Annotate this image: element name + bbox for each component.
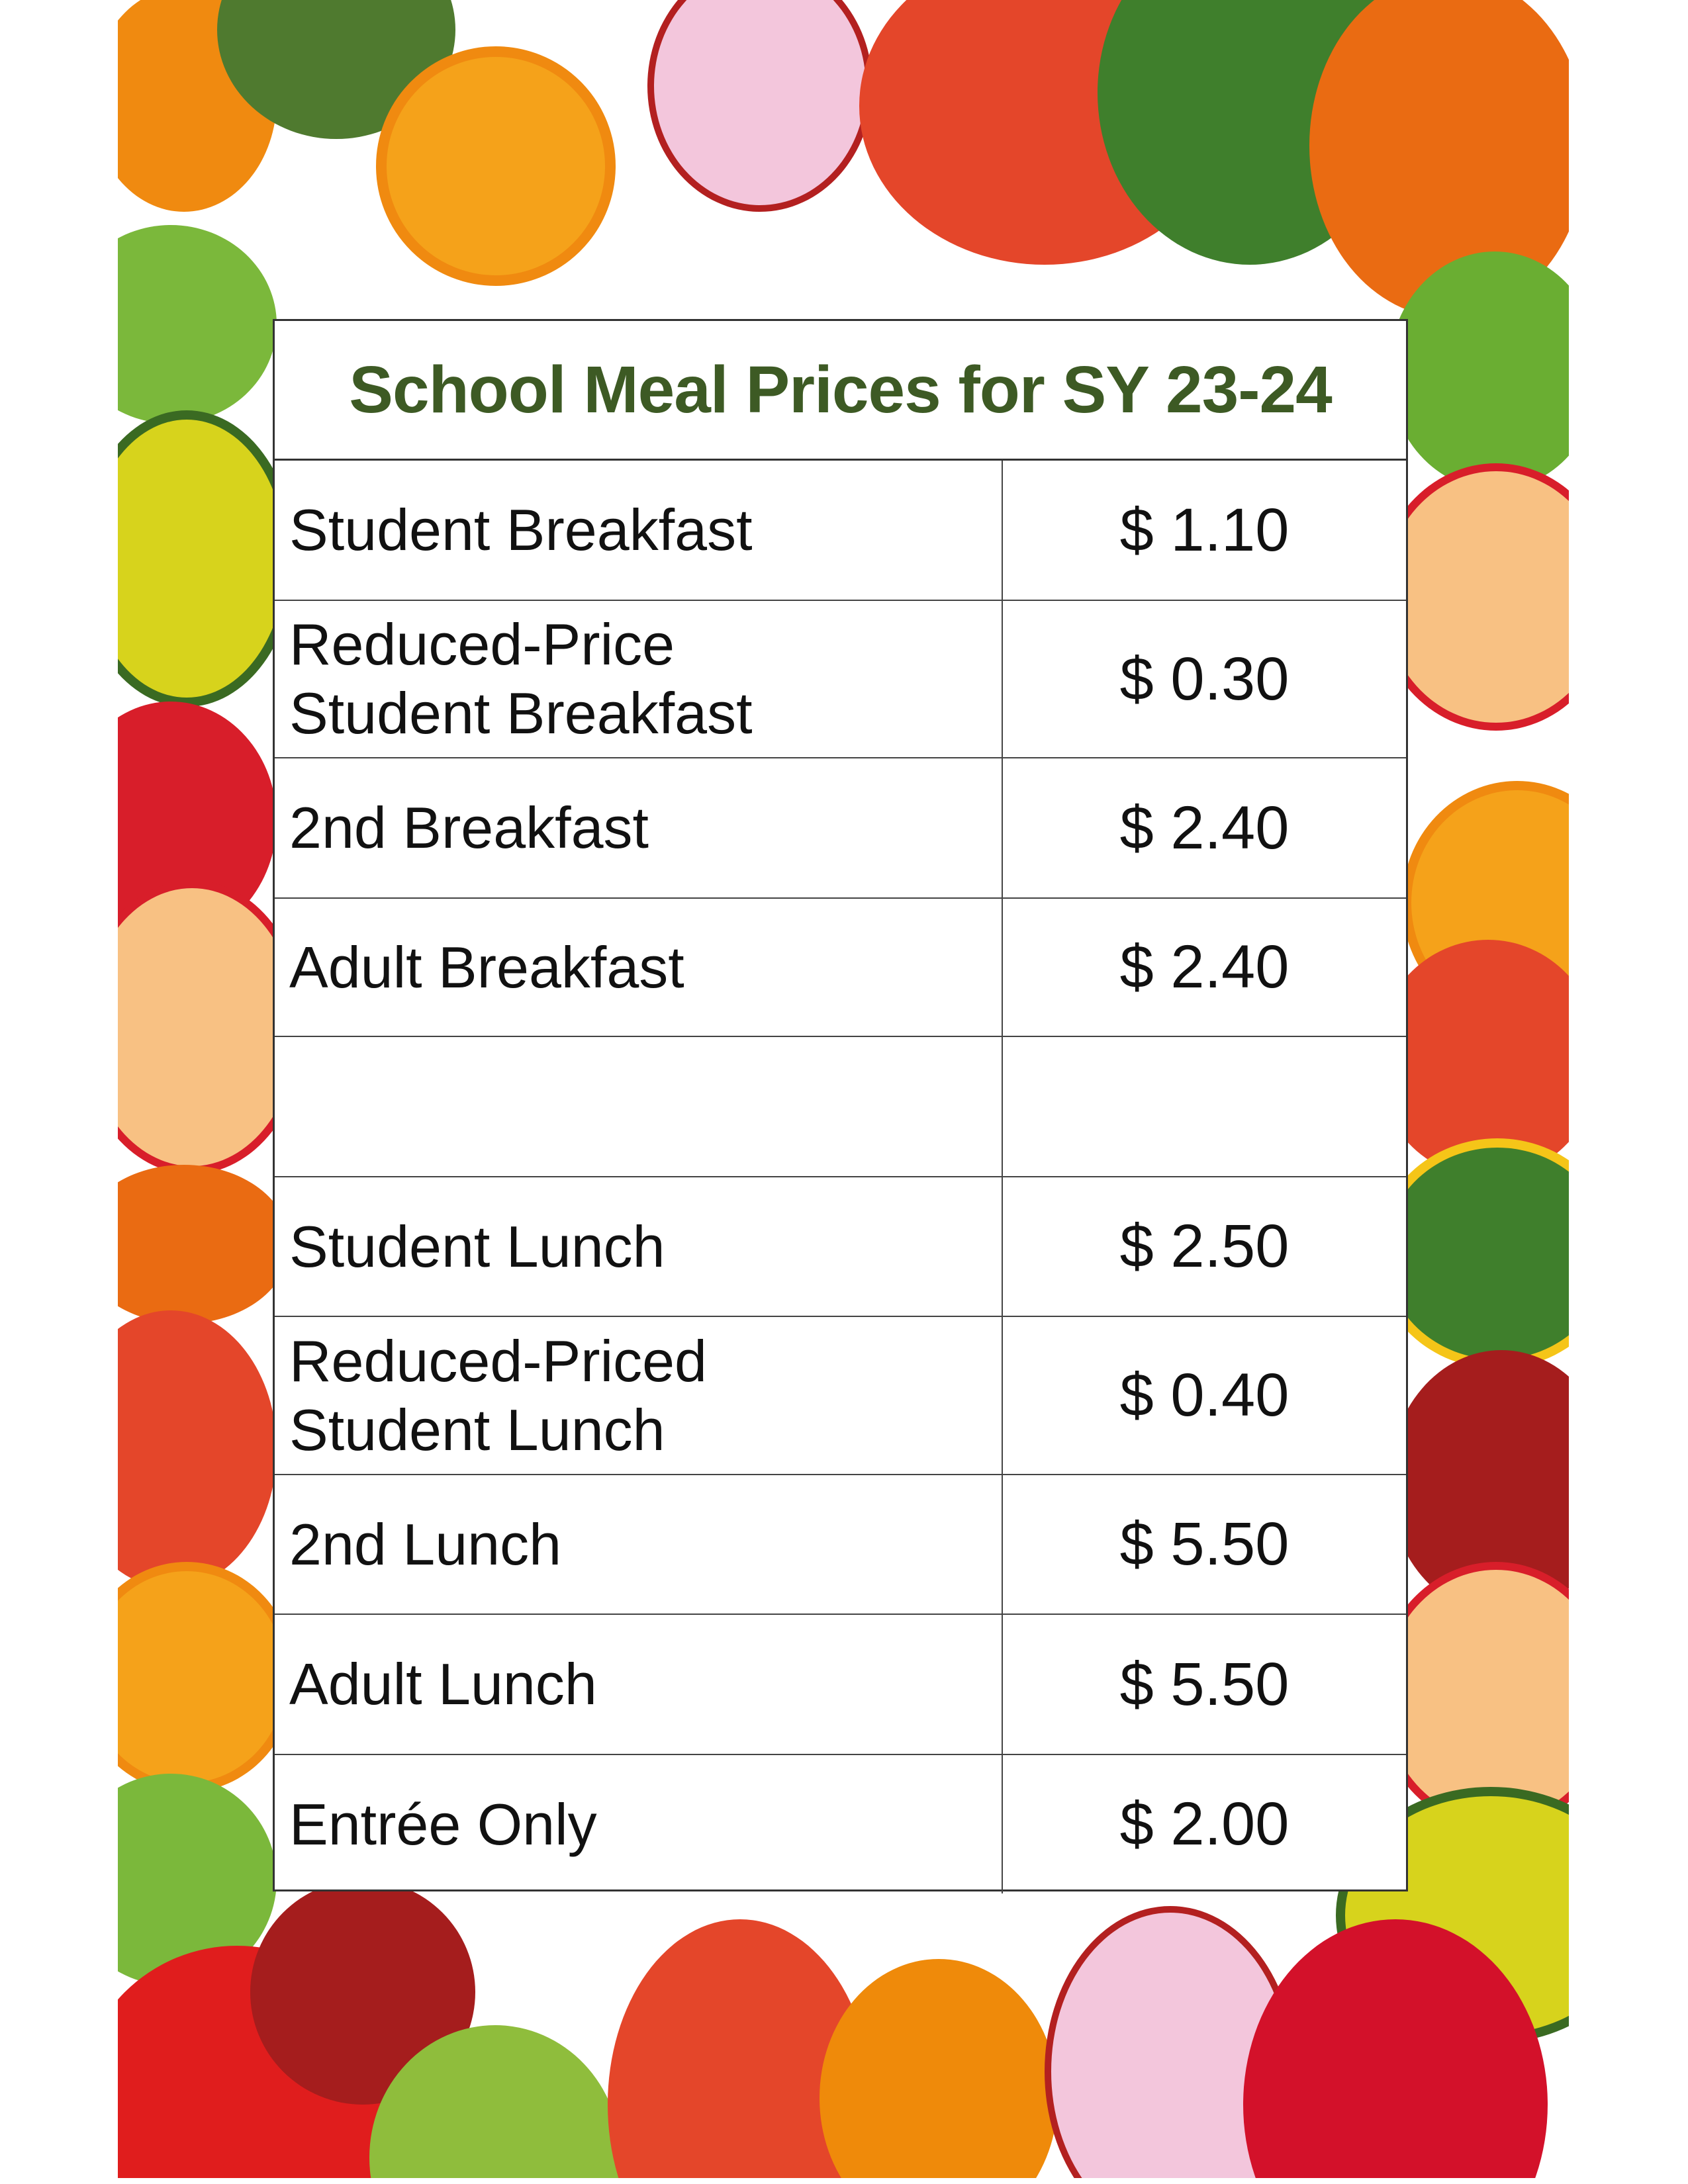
table-row bbox=[275, 1037, 1406, 1177]
meal-prices-table bbox=[273, 319, 1408, 1891]
table-row bbox=[275, 461, 1406, 601]
meal-name-cell: Adult Lunch bbox=[275, 1615, 1003, 1754]
meal-name-cell: Reduced-Price Student Breakfast bbox=[275, 601, 1003, 757]
meal-price-cell: $ 1.10 bbox=[1119, 496, 1289, 564]
orange-slice-illustration bbox=[118, 1562, 295, 1792]
meal-name-cell: Reduced-Priced Student Lunch bbox=[275, 1317, 1003, 1474]
orange-illustration bbox=[820, 1959, 1058, 2178]
tomato-illustration bbox=[118, 1310, 277, 1588]
table-row bbox=[275, 1475, 1406, 1615]
meal-price-cell: $ 5.50 bbox=[1119, 1650, 1289, 1718]
table-row bbox=[275, 1317, 1406, 1475]
meal-price-cell: $ 2.40 bbox=[1119, 933, 1289, 1001]
page-title: School Meal Prices for SY 23-24 bbox=[275, 321, 1406, 461]
orange-slice-illustration bbox=[376, 46, 616, 286]
meal-name-cell bbox=[275, 1037, 1003, 1176]
avocado-illustration bbox=[118, 410, 295, 707]
meal-price-cell: $ 0.40 bbox=[1119, 1361, 1289, 1429]
table-row bbox=[275, 899, 1406, 1037]
table-row bbox=[275, 601, 1406, 758]
meal-price-cell: $ 2.50 bbox=[1119, 1212, 1289, 1280]
carrot-illustration bbox=[118, 1165, 290, 1324]
meal-name-cell: 2nd Breakfast bbox=[275, 758, 1003, 897]
meal-name-cell: Student Breakfast bbox=[275, 461, 1003, 600]
meal-name-cell: Entrée Only bbox=[275, 1755, 1003, 1893]
table-row bbox=[275, 1177, 1406, 1317]
meal-price-cell: $ 2.00 bbox=[1119, 1790, 1289, 1858]
meal-name-cell: 2nd Lunch bbox=[275, 1475, 1003, 1614]
table-row bbox=[275, 1615, 1406, 1755]
meal-price-cell: $ 0.30 bbox=[1119, 645, 1289, 713]
meal-price-cell bbox=[1003, 1037, 1406, 1176]
meal-name-cell: Student Lunch bbox=[275, 1177, 1003, 1316]
table-row bbox=[275, 1755, 1406, 1893]
radish-illustration bbox=[647, 0, 872, 212]
table-row bbox=[275, 758, 1406, 899]
meal-price-cell: $ 2.40 bbox=[1119, 794, 1289, 862]
meal-name-cell: Adult Breakfast bbox=[275, 899, 1003, 1036]
meal-price-cell: $ 5.50 bbox=[1119, 1510, 1289, 1578]
lettuce-illustration bbox=[118, 225, 277, 424]
